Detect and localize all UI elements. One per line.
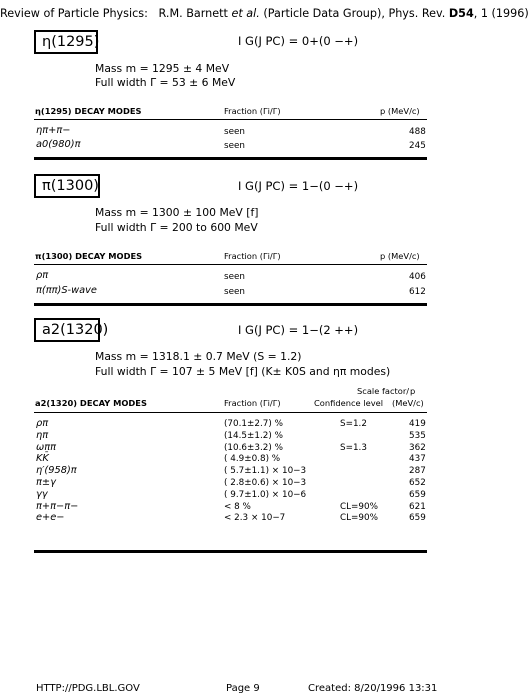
p-column-header-short: p [410, 386, 416, 396]
width-line: Full width Γ = 107 ± 5 MeV [f] (K± K0S and ηπ modes) [95, 365, 391, 378]
footer-created: Created: 8/20/1996 13:31 [308, 683, 438, 694]
decay-momentum: 659 [409, 513, 426, 524]
particle-name: η(1295) [42, 34, 100, 50]
footer-url[interactable]: HTTP://PDG.LBL.GOV [36, 683, 140, 694]
decay-fraction: < 8 % [224, 501, 251, 512]
section-rule [34, 303, 427, 306]
table-rule [34, 412, 427, 413]
decay-momentum: 652 [409, 478, 426, 488]
decay-mode: a0(980)π [36, 139, 81, 150]
decay-mode: ηπ [36, 429, 49, 441]
decay-mode: π(ππ)S-wave [36, 285, 97, 296]
decay-momentum: 535 [409, 430, 426, 441]
decay-mode: η′(958)π [36, 465, 77, 477]
table-rule [34, 264, 427, 265]
decay-mode: ηπ+π− [36, 125, 71, 136]
scale-factor-header: Scale factor/ [357, 386, 410, 396]
decay-fraction: seen [224, 272, 245, 282]
particle-name: π(1300) [42, 178, 99, 194]
header-prefix: Review of Particle Physics: [0, 7, 148, 20]
width-line: Full width Γ = 200 to 600 MeV [95, 221, 258, 234]
decay-mode: π+π−π− [36, 500, 79, 512]
page-header [0, 7, 529, 20]
quantum-numbers: I G(J PC) = 0+(0 −+) [238, 34, 359, 48]
decay-fraction: (70.1±2.7) % [224, 419, 283, 429]
p-column-header: p (MeV/c) [380, 106, 420, 116]
decay-fraction: ( 4.9±0.8) % [224, 454, 281, 465]
decay-momentum: 245 [409, 141, 426, 151]
header-rest: , 1 (1996) [473, 7, 529, 20]
decay-mode: γγ [36, 488, 48, 500]
decay-momentum: 612 [409, 287, 426, 297]
decay-mode: ρπ [36, 270, 49, 281]
p-column-header: p (MeV/c) [380, 251, 420, 261]
particle-name: a2(1320) [42, 322, 109, 338]
particle-title-box [34, 174, 100, 198]
fraction-column-header: Fraction (Γi/Γ) [224, 251, 281, 261]
decay-momentum: 406 [409, 272, 426, 282]
confidence-level-header: Confidence level [314, 398, 384, 408]
decay-momentum: 488 [409, 127, 426, 137]
decay-modes-header: η(1295) DECAY MODES [35, 106, 142, 116]
decay-momentum: 437 [409, 454, 426, 465]
decay-mode: π±γ [36, 477, 56, 488]
quantum-numbers: I G(J PC) = 1−(0 −+) [238, 179, 359, 193]
decay-mode: ωππ [36, 441, 57, 453]
header-volume: D54 [448, 7, 474, 20]
p-unit-header: (MeV/c) [392, 398, 424, 408]
header-etal: et al. [231, 7, 260, 20]
decay-momentum: 419 [409, 419, 426, 429]
particle-title-box [34, 318, 109, 342]
decay-fraction: seen [224, 127, 245, 137]
quantum-numbers: I G(J PC) = 1−(2 ++) [238, 323, 359, 337]
decay-fraction: seen [224, 287, 245, 297]
width-line: Full width Γ = 53 ± 6 MeV [95, 76, 236, 89]
header-group: (Particle Data Group), Phys. Rev. [263, 7, 446, 20]
footer-page: Page 9 [226, 683, 260, 694]
decay-momentum: 621 [409, 501, 426, 512]
decay-mode: KK̄ [36, 453, 49, 465]
decay-fraction: seen [224, 141, 245, 151]
scale-factor: CL=90% [340, 513, 378, 524]
particle-title-box [34, 30, 98, 54]
section-rule [34, 157, 427, 160]
mass-line: Mass m = 1295 ± 4 MeV [95, 62, 230, 75]
decay-momentum: 362 [409, 442, 426, 453]
decay-modes-header: a2(1320) DECAY MODES [35, 398, 147, 408]
decay-fraction: (10.6±3.2) % [224, 442, 283, 453]
fraction-column-header: Fraction (Γi/Γ) [224, 398, 281, 408]
scale-factor: S=1.2 [340, 419, 367, 429]
header-authors: R.M. Barnett [158, 7, 228, 20]
scale-factor: CL=90% [340, 501, 378, 512]
decay-fraction: ( 9.7±1.0) × 10−6 [224, 489, 307, 500]
decay-mode: e+e− [36, 512, 65, 524]
section-rule [34, 550, 427, 553]
decay-fraction: (14.5±1.2) % [224, 430, 283, 441]
fraction-column-header: Fraction (Γi/Γ) [224, 106, 281, 116]
decay-fraction: ( 5.7±1.1) × 10−3 [224, 466, 307, 477]
decay-fraction: ( 2.8±0.6) × 10−3 [224, 478, 307, 488]
decay-modes-header: π(1300) DECAY MODES [35, 251, 143, 261]
decay-mode: ρπ [36, 418, 49, 429]
mass-line: Mass m = 1300 ± 100 MeV [f] [95, 206, 259, 219]
table-rule [34, 119, 427, 120]
mass-line: Mass m = 1318.1 ± 0.7 MeV (S = 1.2) [95, 350, 302, 363]
decay-momentum: 659 [409, 489, 426, 500]
scale-factor: S=1.3 [340, 442, 367, 453]
decay-momentum: 287 [409, 466, 426, 477]
decay-fraction: < 2.3 × 10−7 [224, 513, 286, 524]
